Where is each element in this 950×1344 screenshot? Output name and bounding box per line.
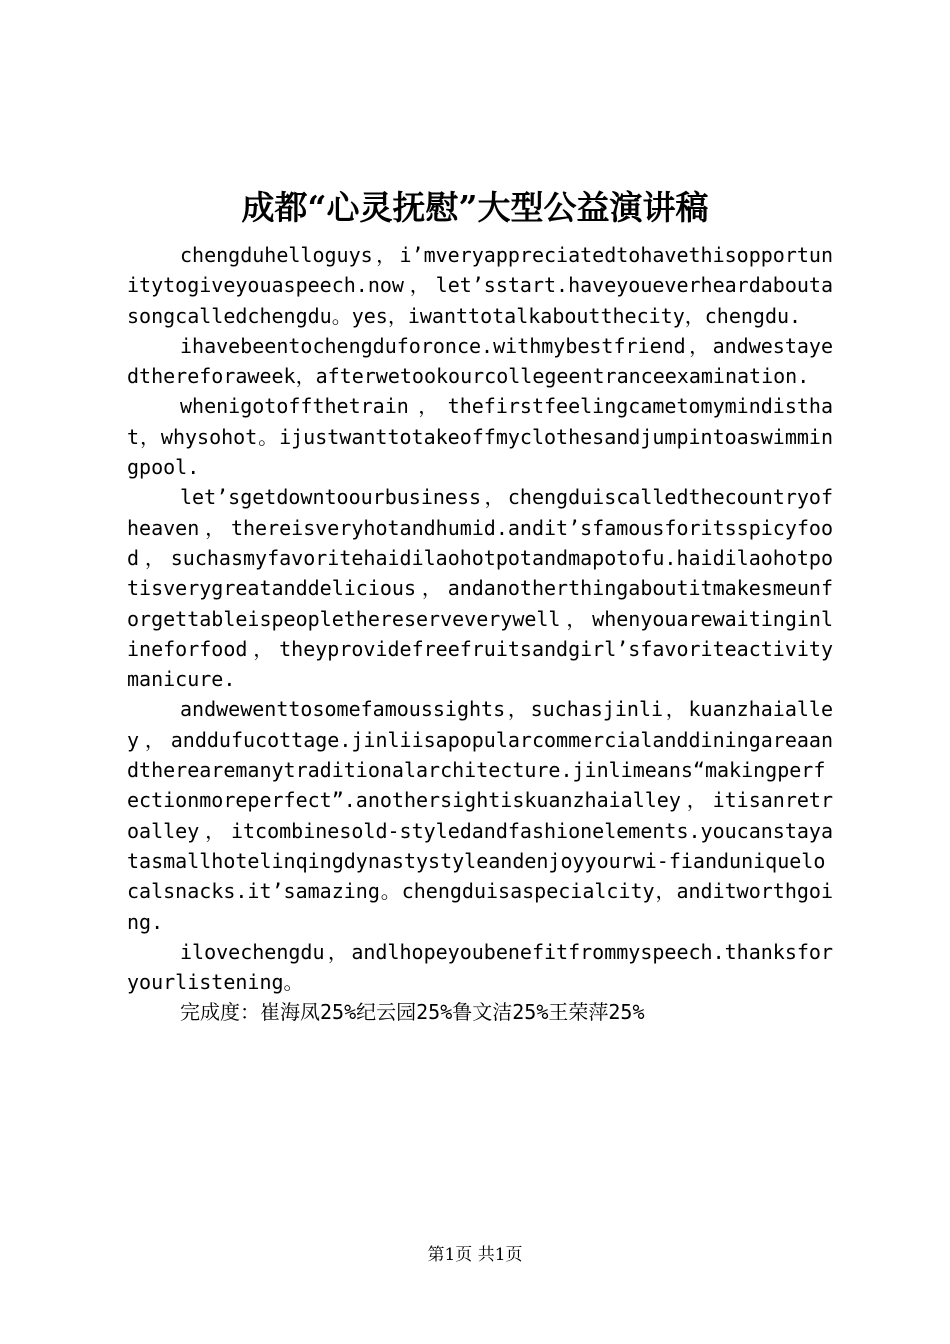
paragraph-intro: chengduhelloguys，i’mveryappreciatedtohavethisopportunitytogiveyouaspeech.now，let’sstart.haveyoueverheardaboutasongcalledchengdu。yes，iwanttotalkaboutthecity，chengdu. (127, 243, 833, 328)
page-footer: 第1页 共1页 (427, 1245, 523, 1265)
paragraph-arrival: whenigotoffthetrain，thefirstfeelingcametomymindisthat，whysohot。ijustwanttotakeoffmyclothesandjumpintoaswimmingpool. (127, 394, 833, 480)
document-body (127, 240, 833, 1028)
paragraph-sights: andwewenttosomefamoussights，suchasjinli，kuanzhaialley，anddufucottage.jinliisapopularcommercialanddiningareaandtherearemanytraditionalarchitecture.jinlimeans“makingperfectionmoreperfect”.anothersightiskuanzhaialley，itisanretroalley，itcombinesold-styledandfashionelements.youcanstayatasmallhotelinqingdynastystyleandenjoyyourwi-fianduniquelocalsnacks.it’samazing。chengduisaspecialcity，anditworthgoing. (127, 697, 833, 934)
paragraph-closing: ilovechengdu，andlhopeyoubenefitfrommyspeech.thanksforyourlistening。 (127, 939, 833, 995)
paragraph-visit: ihavebeentochengduforonce.withmybestfriend，andwestayedthereforaweek，afterwetookourcollegeentranceexamination. (127, 333, 833, 389)
paragraph-food: let’sgetdowntoourbusiness，chengduiscalledthecountryofheaven，thereisveryhotandhumid.andit’sfamousforitsspicyfood，suchasmyfavoritehaidilaohotpotandmapotofu.haidilaohotpotisverygreatanddelicious，andanotherthingaboutitmakesmeunforgettableispeoplethereserveverywell，whenyouarewaitinginlineforfood，theyprovidefreefruitsandgirl’sfavoriteactivitymanicure. (127, 485, 833, 692)
document-title: 成都“心灵抚慰”大型公益演讲稿 (241, 188, 709, 227)
paragraph-completion: 完成度：崔海凤25%纪云园25%鲁文洁25%王荣萍25% (180, 1000, 645, 1025)
